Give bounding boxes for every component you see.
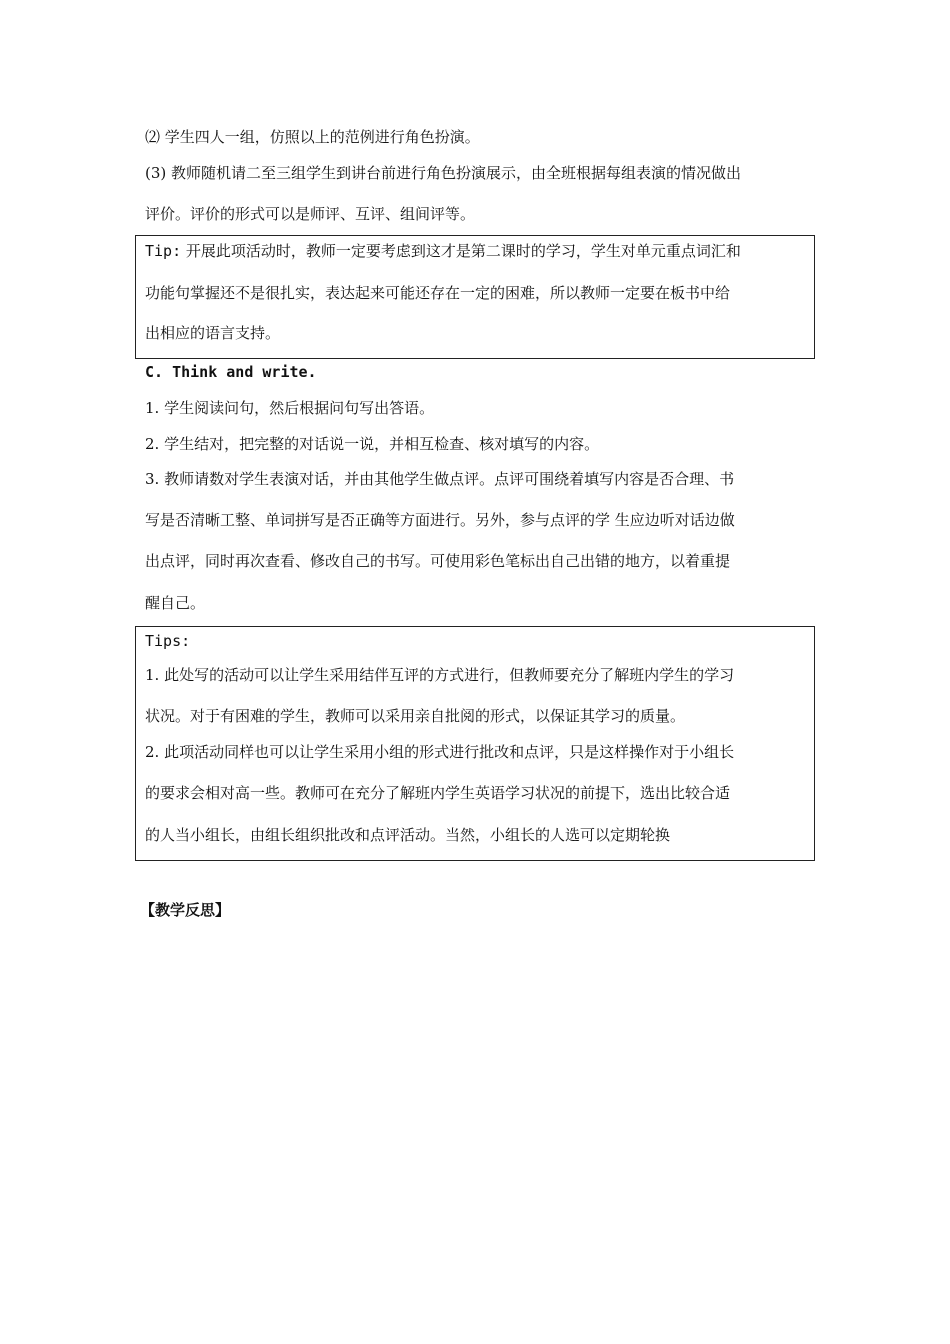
tip-line-2: 功能句掌握还不是很扎实，表达起来可能还存在一定的困难，所以教师一定要在板书中给 [145, 284, 731, 302]
section-c-item-1: 1. 学生阅读问句，然后根据问句写出答语。 [145, 399, 435, 417]
paragraph-step-3-line-1: (3) 教师随机请二至三组学生到讲台前进行角色扮演展示，由全班根据每组表演的情况做出 [145, 164, 742, 182]
tip-line-3: 出相应的语言支持。 [145, 324, 281, 342]
section-c-item-3-line-4: 醒自己。 [145, 594, 206, 612]
tips-line-5: 的人当小组长，由组长组织批改和点评活动。当然，小组长的人选可以定期轮换 [145, 826, 671, 844]
tips-line-4: 的要求会相对高一些。教师可在充分了解班内学生英语学习状况的前提下，选出比较合适 [145, 784, 731, 802]
section-c-item-3-line-2: 写是否清晰工整、单词拼写是否正确等方面进行。另外，参与点评的学 生应边听对话边做 [145, 511, 735, 529]
section-c-title: C. Think and write. [145, 363, 317, 381]
tip-label: Tip: [145, 242, 182, 260]
tips-line-1: 1. 此处写的活动可以让学生采用结伴互评的方式进行，但教师要充分了解班内学生的学习 [145, 666, 735, 684]
section-c-item-2: 2. 学生结对，把完整的对话说一说，并相互检查、核对填写的内容。 [145, 435, 600, 453]
tips-line-3: 2. 此项活动同样也可以让学生采用小组的形式进行批改和点评，只是这样操作对于小组长 [145, 743, 735, 761]
paragraph-step-2: ⑵ 学生四人一组，仿照以上的范例进行角色扮演。 [145, 128, 480, 146]
tips-label: Tips: [145, 632, 191, 650]
reflection-heading: 【教学反思】 [140, 901, 231, 919]
tips-line-2: 状况。对于有困难的学生，教师可以采用亲自批阅的形式，以保证其学习的质量。 [145, 707, 686, 725]
paragraph-step-3-line-2: 评价。评价的形式可以是师评、互评、组间评等。 [145, 205, 476, 223]
section-c-item-3-line-3: 出点评，同时再次查看、修改自己的书写。可使用彩色笔标出自己出错的地方，以着重提 [145, 552, 731, 570]
tip-line-1 [145, 241, 741, 261]
section-c-item-3-line-1: 3. 教师请数对学生表演对话，并由其他学生做点评。点评可围绕着填写内容是否合理、书 [145, 470, 735, 488]
tip-text-1: 开展此项活动时，教师一定要考虑到这才是第二课时的学习，学生对单元重点词汇和 [185, 242, 741, 260]
